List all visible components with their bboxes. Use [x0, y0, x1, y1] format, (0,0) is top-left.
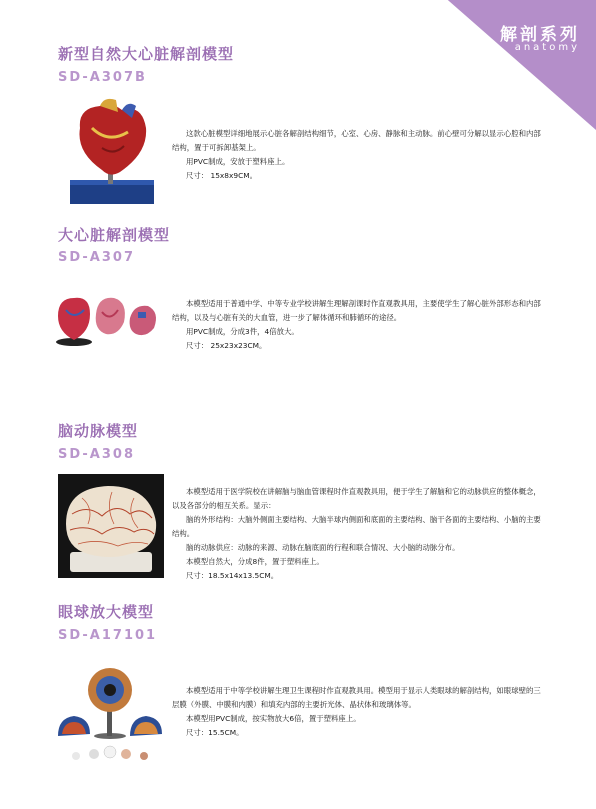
product-description: 这款心脏模型详细地展示心脏各解剖结构细节，心室、心房、静脉和主动脉。前心壁可分解以显示心腔和内部结构，置于可拆卸基架上。 用PVC制成，安放于塑料座上。 尺寸： 15x8x9CM。	[172, 129, 541, 180]
brain-model-image	[58, 474, 164, 578]
product-description: 本模型适用于中等学校讲解生理卫生课程时作直观教具用。模型用于显示人类眼球的解剖结构，如眼球壁的三层膜（外膜、中膜和内膜）和填充内部的主要折光体、晶状体和玻璃体等。 本模型用PVC制成，按实物放大6倍，置于塑料座上。 尺寸：15.5CM。	[172, 686, 541, 737]
product-title: 新型自然大心脏解剖模型	[58, 45, 235, 63]
series-title: 解剖系列	[500, 25, 580, 45]
product-code: SD-A307	[58, 250, 135, 265]
product-description: 本模型适用于普通中学、中等专业学校讲解生理解剖课时作直观教具用，主要使学生了解心脏外部形态和内部结构，以及与心脏有关的大血管，进一步了解体循环和肺循环的途径。 用PVC制成，分成3件，4倍放大。 尺寸： 25x23x23CM。	[172, 299, 541, 350]
product-description: 本模型适用于医学院校在讲解脑与脑血管课程时作直观教具用，便于学生了解脑和它的动脉供应的整体概念，以及各部分的相互关系。显示： 脑的外形结构：大脑外侧面主要结构、大脑半球内侧面和底面的主要结构、脑干各面的主要结构、小脑的主要结构。 脑的动脉供应：动脉的来源、动脉在脑底面的行程和联合情况、大小脑的动脉分布。 本模型自然大，分成8件，置于塑料座上。 尺寸：18.5x14x13.5CM。	[172, 487, 541, 580]
heart-model-image	[62, 98, 162, 208]
product-code: SD-A308	[58, 447, 135, 462]
eye-model-image	[54, 664, 166, 768]
product-title: 眼球放大模型	[58, 603, 155, 621]
product-code: SD-A307B	[58, 70, 147, 85]
product-code: SD-A17101	[58, 628, 158, 643]
product-title: 大心脏解剖模型	[58, 226, 171, 244]
series-subtitle: anatomy	[514, 42, 580, 53]
heart-parts-image	[52, 292, 162, 348]
product-title: 脑动脉模型	[58, 422, 139, 440]
